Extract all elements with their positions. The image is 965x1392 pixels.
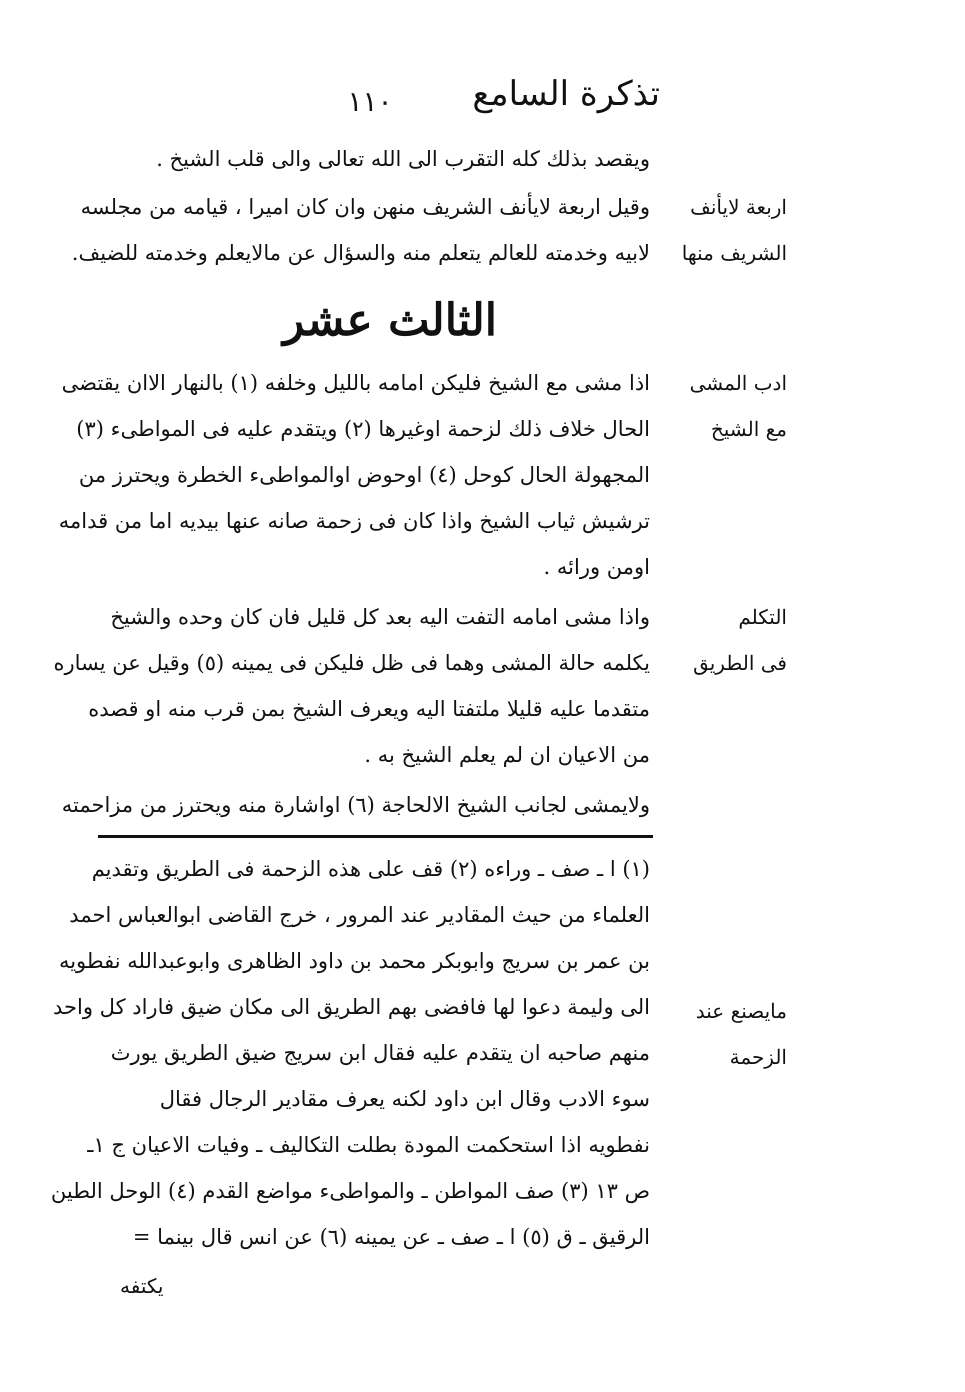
page-number: ١١٠	[347, 85, 393, 118]
margin-note-line: مع الشيخ	[710, 417, 787, 441]
text-line: ترشيش ثياب الشيخ واذا كان فى زحمة صانه عنها بيديه اما من قدامه	[58, 509, 650, 533]
footnote-line: ص ١٣ (٣) صف المواطن ـ والمواطىء مواضع القدم (٤) الوحل الطين	[50, 1179, 650, 1203]
margin-note-crowding	[677, 988, 787, 1080]
text-line: المجهولة الحال كوحل (٤) اوحوض اوالمواطىء الخطرة ويحترز من	[78, 463, 650, 487]
margin-note-line: الزحمة	[729, 1045, 787, 1069]
catchword: يكتفه	[120, 1274, 164, 1298]
last-body-line: ولايمشى لجانب الشيخ الالحاجة (٦) اواشارة منه ويحترز من مزاحمته	[61, 793, 650, 817]
footnote-line: (١) ا ـ صف ـ وراءه (٢) قف على هذه الزحمة فى الطريق وتقديم	[91, 857, 650, 881]
text-line: الحال خلاف ذلك لزحمة اوغيرها (٢) ويتقدم عليه فى المواطىء (٣)	[76, 417, 650, 441]
text-line: من الاعيان ان لم يعلم الشيخ به .	[364, 743, 650, 767]
footnote-line: منهم صاحبه ان يتقدم عليه فقال ابن سريج ضيق الطريق يورث	[110, 1041, 650, 1065]
text-line: متقدما عليه قليلا ملتفتا اليه ويعرف الشيخ بمن قرب منه او قصده	[88, 697, 650, 721]
running-title: تذكرة السامع	[472, 74, 660, 114]
footnote-line: العلماء من حيث المقادير عند المرور ، خرج القاضى ابوالعباس احمد	[69, 903, 650, 927]
text-line: اذا مشى مع الشيخ فليكن امامه بالليل وخلفه (١) بالنهار الاان يقتضى	[61, 371, 650, 395]
margin-note-four-things	[677, 184, 787, 276]
paragraph-speaking	[53, 594, 650, 778]
text-line: وقيل اربعة لايأنف الشريف منهن وان كان اميرا ، قيامه من مجلسه	[80, 195, 650, 219]
margin-note-walking	[677, 360, 787, 452]
margin-note-line: التكلم	[738, 605, 787, 629]
margin-note-line: اربعة لايأنف	[690, 195, 787, 219]
margin-note-speaking	[677, 594, 787, 686]
intro-line: ويقصد بذلك كله التقرب الى الله تعالى والى قلب الشيخ .	[156, 147, 650, 171]
margin-note-line: فى الطريق	[693, 651, 787, 675]
footnotes-block	[50, 846, 650, 1260]
paragraph-four-things	[71, 184, 650, 276]
paragraph-walking	[58, 360, 650, 590]
margin-note-line: الشريف منها	[681, 241, 787, 265]
footnote-line: سوء الادب وقال ابن داود لكنه يعرف مقادير الرجال فقال	[159, 1087, 650, 1111]
footnote-line: الرقيق ـ ق (٥) ا ـ صف ـ عن يمينه (٦) عن انس قال بينما =	[132, 1225, 650, 1249]
footnote-line: بن عمر بن سريج وابوبكر محمد بن داود الظاهرى وابوعبدالله نفطويه	[58, 949, 650, 973]
text-line: لابيه وخدمته للعالم يتعلم منه والسؤال عن مالايعلم وخدمته للضيف.	[71, 241, 650, 265]
margin-note-line: مايصنع عند	[695, 999, 787, 1023]
footnote-line: الى وليمة دعوا لها فافضى بهم الطريق الى مكان ضيق فاراد كل واحد	[53, 995, 650, 1019]
footnote-separator	[98, 835, 653, 838]
text-line: واذا مشى امامه التفت اليه بعد كل قليل فان كان وحده والشيخ	[110, 605, 650, 629]
margin-note-line: ادب المشى	[689, 371, 787, 395]
chapter-heading: الثالث عشر	[282, 295, 498, 346]
text-line: يكلمه حالة المشى وهما فى ظل فليكن فى يمينه (٥) وقيل عن يساره	[53, 651, 650, 675]
text-line: اومن ورائه .	[543, 555, 650, 579]
footnote-line: نفطويه اذا استحكمت المودة بطلت التكاليف ـ وفيات الاعيان ج ١ـ	[87, 1133, 650, 1157]
